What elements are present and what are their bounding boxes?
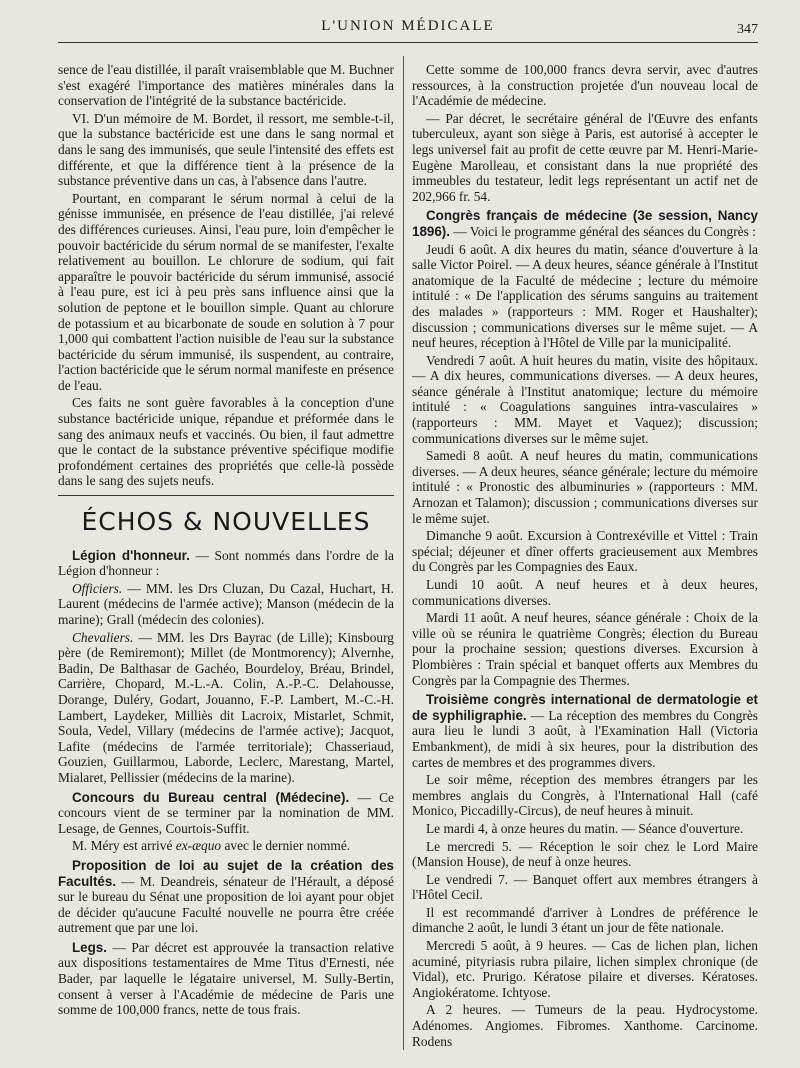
chevaliers-label: Chevaliers. [72, 629, 134, 645]
news-heading: Legs. [72, 939, 107, 955]
paragraph: Cette somme de 100,000 francs devra servir, avec d'autres ressources, à la construction projetée d'un nouveau local de l'Académie de médecine. [412, 62, 758, 109]
news-item-troisieme [412, 692, 758, 770]
paragraph: Mercredi 5 août, à 9 heures. — Cas de lichen plan, lichen acuminé, pityriasis rubra pilaire, lichen simplex chronique (de Vidal), etc. Prurigo. Kératose pilaire et diverses. Kératoses. Angiokératome. Ichtyose. [412, 938, 758, 1000]
news-text-italic: ex-æquo [175, 838, 222, 854]
news-text: avec le dernier nommé. [221, 838, 351, 854]
news-officiers [58, 581, 394, 628]
column-divider [403, 56, 404, 1050]
news-text: — La réception des membres du Congrès aura lieu le lundi 3 août, à l'Examination Hall (Victoria Embankment), de midi à six heures, pour la distribution des cartes de membres et des programmes divers. [412, 707, 758, 770]
paragraph: — Par décret, le secrétaire général de l'Œuvre des enfants tuberculeux, ayant son siège à Paris, est autorisé à accepter le legs universel fait au profit de cette œuvre par M. Henri-Marie-Eugène Marolleau, et consistant dans la nue propriété des immeubles du testateur, ledit legs représentant un actif net de 202,966 fr. 54. [412, 110, 758, 204]
paragraph: Le mercredi 5. — Réception le soir chez le Lord Maire (Mansion House), de neuf à onze heures. [412, 838, 758, 870]
paragraph: Ces faits ne sont guère favorables à la conception d'une substance bactéricide unique, répandue et préformée dans le sang des animaux neufs et vaccinés. Ou bien, il faut admettre que le contact de la substance préventive spécifique modifie profondément certaines des propriétés que celle-là possède dans le sang des sujets neufs. [58, 395, 394, 489]
running-title: L'UNION MÉDICALE [321, 18, 495, 34]
news-concours-note [58, 838, 394, 854]
congres-day: Mardi 11 août. A neuf heures, séance générale : Choix de la ville où se réunira le quatrième Congrès; élection du Bureau pour la prochaine session; questions diverses. Excursion à Plombières : Train spécial et banquet offerts aux Membres du Congrès par la Compagnie des Thermes. [412, 610, 758, 688]
congres-day: Lundi 10 août. A neuf heures et à deux heures, communications diverses. [412, 577, 758, 608]
news-heading: Proposition de loi au sujet de la création des Facultés. [58, 857, 394, 889]
paragraph: Le mardi 4, à onze heures du matin. — Séance d'ouverture. [426, 820, 744, 836]
section-rule [58, 495, 394, 496]
paragraph: Pourtant, en comparant le sérum normal à celui de la génisse immunisée, en présence de l'eau distillée, j'ai relevé des différences curieuses. Ainsi, l'eau pure, loin d'empêcher le pouvoir bactéricide du sérum normal de se manifester, l'exalte relativement au bouillon. Le chlorure de sodium, qui fait apparaître le pouvoir bactéricide du sérum immunisé, associé à l'eau pure, est ici à peu près sans influence ainsi que la solution de peptone et le bouillon simple. Quant au chlorure de potassium et au bicarbonate de soude en solution à 7 pour 1,000 qui combattent l'action nuisible de l'eau sur la substance bactéricide du sérum immunisé, ils suspendent, au contraire, l'action bactéricide que le sérum normal manifeste en présence de l'eau. [58, 190, 394, 393]
news-item-legion [58, 548, 394, 579]
section-title: ÉCHOS & NOUVELLES [81, 507, 371, 537]
news-text: — Ce concours vient de se terminer par la nomination de MM. Lesage, de Gennes, Courtois-Suffit. [58, 789, 394, 836]
congres-day: Dimanche 9 août. Excursion à Contrexéville et Vittel : Train spécial; déjeuner et dîner offerts gracieusement aux Membres du Congrès par les Compagnies des Eaux. [412, 528, 758, 575]
news-text: — M. Deandreis, sénateur de l'Hérault, a déposé sur le bureau du Sénat une proposition de loi ayant pour objet de décider qu'aucune Faculté nouvelle ne pourra être créée autrement que par une loi. [58, 873, 394, 936]
congres-day: Jeudi 6 août. A dix heures du matin, séance d'ouverture à la salle Victor Poirel. — A deux heures, séance générale à l'Institut anatomique de la Faculté de médecine ; lecture du mémoire intitulé : « De l'application des sérums sanguins au traitement des malades » (rapporteurs : MM. Roger et Haushalter); discussion ; communications diverses sur le même sujet. — A neuf heures, réception à l'Hôtel de Ville par la municipalité. [412, 241, 758, 351]
news-item-proposition [58, 858, 394, 936]
news-heading: Congrès français de médecine (3e session, Nancy 1896). [412, 208, 758, 239]
congres-day: Samedi 8 août. A neuf heures du matin, communications diverses. — A deux heures, séance générale; lecture du mémoire intitulé : « Pronostic des albuminuries » (rapporteurs : MM. Arnozan et Talamon); discussion ; communications diverses sur le même sujet. [412, 448, 758, 526]
officiers-label: Officiers. [72, 580, 123, 596]
paragraph: VI. D'un mémoire de M. Bordet, il ressort, me semble-t-il, que la substance bactéricide est une dans le sang normal et dans le sang des immunisés, que seule l'intensité des effets est différente, et que la différence tient à la présence de la substance préventive dans un cas, à l'absence dans l'autre. [58, 110, 394, 189]
paragraph: A 2 heures. — Tumeurs de la peau. Hydrocystome. Adénomes. Angiomes. Fibromes. Xanthome. Carcinome. Rodens [412, 1002, 758, 1049]
news-text: — Par décret est approuvée la transaction relative aux dispositions testamentaires de Mme Titus d'Ernesti, née Bader, par laquelle le légataire universel, M. Sully-Bertin, consent à verser à l'Académie de médecine de Paris une somme de 100,000 francs, nette de tous frais. [58, 939, 394, 1018]
left-column [58, 62, 394, 1050]
news-chevaliers [58, 630, 394, 786]
chevaliers-text: — MM. les Drs Bayrac (de Lille); Kinsbourg père (de Remiremont); Millet (de Montmorency); Alvernhe, Badin, De Balthasar de Gachéo, Bourdeloy, Bréau, Brindel, Carrière, Chopard, M.-L.-A. Colin, A.-P.-C. Delahousse, Dorange, Duléry, Godart, Jouanno, F.-P. Lambert, M.-C.-H. Lambert, Laydeker, Milliès dit Lacroix, Mistarlet, Schmit, Soula, Vedel, Villary (médecins de l'armée active); Jacquot, Lafite (médecins de l'armée territoriale); Chasseriaud, Gouzien, Guillarmou, Laborde, Leclerc, Marestang, Martel, Mialaret, Pellissier (médecins de la marine). [58, 629, 394, 785]
paragraph: Le soir même, réception des membres étrangers par les membres anglais du Congrès, à l'International Hall (café Monico, Piccadilly-Circus), de neuf heures à minuit. [412, 772, 758, 819]
paragraph: sence de l'eau distillée, il paraît vraisemblable que M. Buchner s'est exagéré l'importance des matières minérales dans la conservation de l'intégrité de la substance bactéricide. [58, 62, 394, 109]
congres-day: Vendredi 7 août. A huit heures du matin, visite des hôpitaux.— A dix heures, communications diverses. — A deux heures, séance générale à l'Institut anatomique; lecture du mémoire intitulé : « Coagulations sanguines intra-vasculaires » (rapporteurs : MM. Mayet et Vaquez); discussion; communications diverses sur le même sujet. [412, 352, 758, 446]
news-text: — Sont nommés dans l'ordre de la Légion d'honneur : [58, 547, 394, 579]
paragraph: Il est recommandé d'arriver à Londres de préférence le dimanche 2 août, le lundi 3 étant un jour de fête nationale. [412, 904, 758, 936]
news-text: — Voici le programme général des séances du Congrès : [449, 223, 756, 239]
news-heading: Troisième congrès international de dermatologie et de syphiligraphie. [412, 692, 758, 723]
right-column [412, 62, 758, 1050]
news-item-congres [412, 208, 758, 239]
news-heading: Légion d'honneur. [72, 547, 190, 563]
news-heading: Concours du Bureau central (Médecine). [72, 789, 350, 805]
news-text: M. Méry est arrivé [72, 838, 176, 854]
page-number: 347 [737, 22, 758, 37]
page-header [58, 12, 758, 43]
officiers-text: — MM. les Drs Cluzan, Du Cazal, Huchart, H. Laurent (médecins de l'armée active); Manson (médecin de la marine); Grall (médecin des colonies). [58, 580, 394, 627]
news-item-concours [58, 790, 394, 837]
paragraph: Le vendredi 7. — Banquet offert aux membres étrangers à l'Hôtel Cecil. [412, 871, 758, 903]
news-item-legs [58, 940, 394, 1018]
